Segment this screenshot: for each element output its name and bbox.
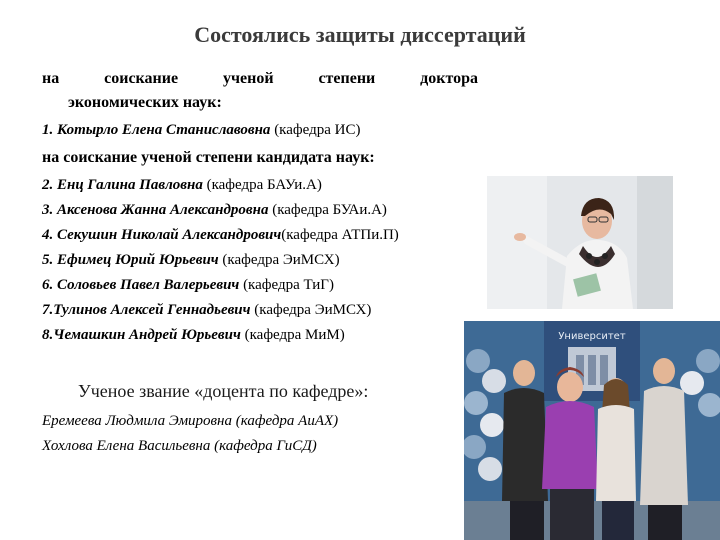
person-name: 6. Соловьев Павел Валерьевич (42, 277, 240, 293)
department: (кафедра ИС) (270, 122, 361, 138)
candidate-entry (42, 177, 322, 194)
page-title: Состоялись защиты диссертаций (194, 22, 526, 47)
doctorate-heading-line1 (42, 70, 478, 88)
candidate-entry (42, 302, 371, 319)
lecturer-photo (487, 176, 673, 309)
person-name: 5. Ефимец Юрий Юрьевич (42, 252, 219, 268)
doctorate-word: ученой (222, 70, 274, 87)
doctorate-word: соискание (104, 70, 179, 87)
doctorate-entry (42, 122, 360, 139)
docent-entry: Еремеева Людмила Эмировна (кафедра АиАХ) (42, 413, 339, 429)
doctorate-word: степени (318, 70, 376, 87)
candidate-entry (42, 227, 399, 244)
person-name: 8.Чемашкин Андрей Юрьевич (42, 327, 241, 343)
person-name: 2. Енц Галина Павловна (42, 177, 203, 193)
department: (кафедра АТПи.П) (281, 227, 399, 243)
doctorate-heading-line2: экономических наук: (68, 94, 222, 111)
doctorate-word: доктора (420, 70, 479, 87)
department: (кафедра БУАи.А) (268, 202, 387, 218)
department: (кафедра ЭиМСХ) (250, 302, 372, 318)
banner-label: Университет (558, 331, 626, 342)
doctorate-word: на (42, 70, 60, 87)
department: (кафедра БАУи.А) (202, 177, 322, 193)
candidate-entry (42, 252, 340, 269)
lecturer-illustration (487, 176, 673, 309)
department: (кафедра ЭиМСХ) (218, 252, 340, 268)
person-name: 4. Секушин Николай Александрович (42, 227, 282, 243)
candidate-heading: на соискание ученой степени кандидата наук: (42, 149, 375, 166)
person-name: 3. Аксенова Жанна Александровна (42, 202, 269, 218)
docent-heading: Ученое звание «доцента по кафедре»: (78, 381, 369, 401)
candidate-entry (42, 327, 345, 344)
candidate-entry (42, 202, 387, 219)
department: (кафедра ТиГ) (239, 277, 334, 293)
person-name: 1. Котырло Елена Станиславовна (42, 122, 271, 138)
candidate-entry (42, 277, 334, 294)
docent-entry: Хохлова Елена Васильевна (кафедра ГиСД) (42, 438, 317, 454)
person-name: 7.Тулинов Алексей Геннадьевич (42, 302, 251, 318)
group-illustration (464, 321, 720, 540)
department: (кафедра МиМ) (240, 327, 345, 343)
group-photo (464, 321, 720, 540)
